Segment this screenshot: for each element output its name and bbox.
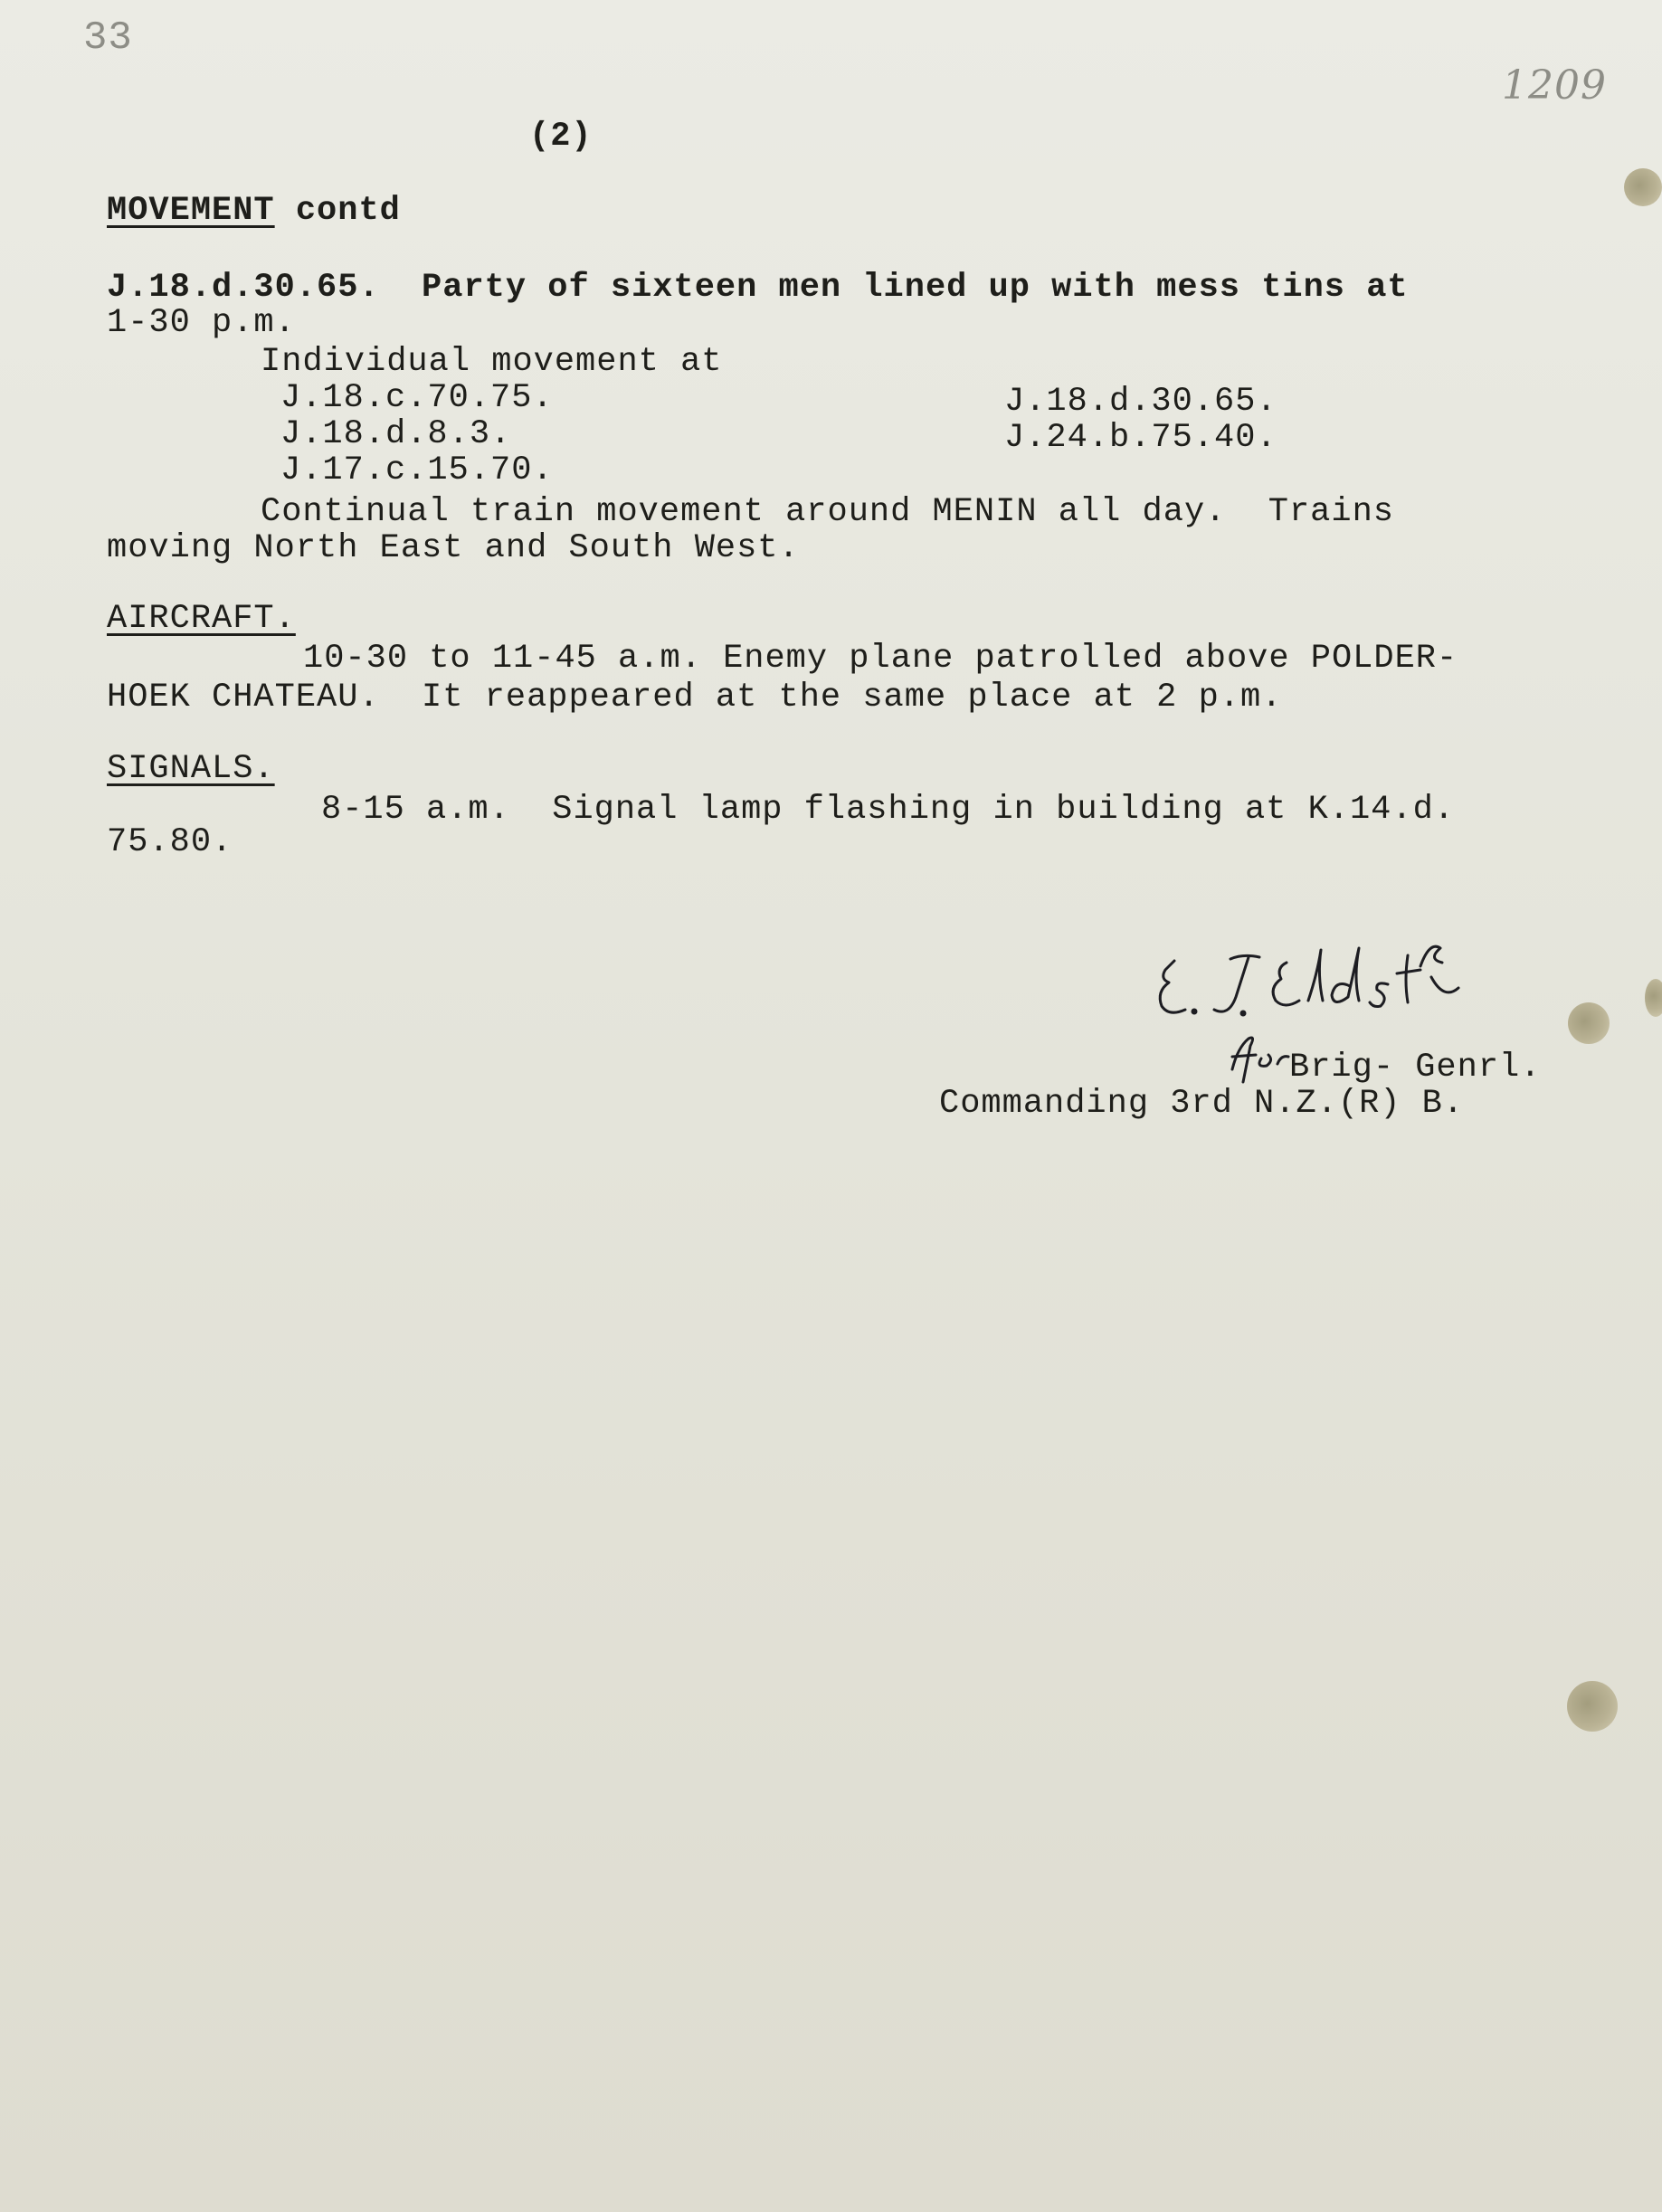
signature-unit: Commanding 3rd N.Z.(R) B.	[939, 1085, 1465, 1123]
grid-ref-right-2: J.24.b.75.40.	[1004, 419, 1277, 457]
aircraft-line-1: 10-30 to 11-45 a.m. Enemy plane patrolled above POLDER-	[303, 640, 1458, 678]
signals-line-2: 75.80.	[107, 823, 233, 861]
grid-ref-left-2: J.18.d.8.3.	[280, 415, 512, 453]
movement-line-1: J.18.d.30.65. Party of sixteen men lined up with mess tins at	[107, 269, 1409, 307]
punch-hole	[1645, 979, 1662, 1017]
grid-ref-left-3: J.17.c.15.70.	[280, 451, 554, 489]
signature-rank: Brig- Genrl.	[1289, 1049, 1542, 1087]
grid-ref-left-1: J.18.c.70.75.	[280, 379, 554, 417]
punch-hole	[1567, 1681, 1618, 1732]
aircraft-line-2: HOEK CHATEAU. It reappeared at the same place at 2 p.m.	[107, 679, 1283, 717]
punch-hole	[1568, 1002, 1610, 1044]
train-movement-line-1: Continual train movement around MENIN all day. Trains	[261, 493, 1394, 531]
movement-line-2: 1-30 p.m.	[107, 304, 296, 342]
movement-heading-line	[107, 193, 401, 229]
signals-line-1: 8-15 a.m. Signal lamp flashing in building at K.14.d.	[321, 791, 1455, 829]
grid-ref-right-1: J.18.d.30.65.	[1004, 383, 1277, 421]
movement-heading: MOVEMENT	[107, 192, 275, 230]
page-number: (2)	[529, 118, 593, 156]
individual-movement-intro: Individual movement at	[261, 343, 723, 381]
corner-number: 33	[83, 15, 133, 61]
signals-heading: SIGNALS.	[107, 750, 275, 788]
punch-hole	[1624, 168, 1662, 206]
aircraft-heading: AIRCRAFT.	[107, 600, 296, 638]
movement-heading-suffix: contd	[274, 192, 401, 230]
archive-number: 1209	[1502, 62, 1607, 109]
train-movement-line-2: moving North East and South West.	[107, 529, 800, 567]
